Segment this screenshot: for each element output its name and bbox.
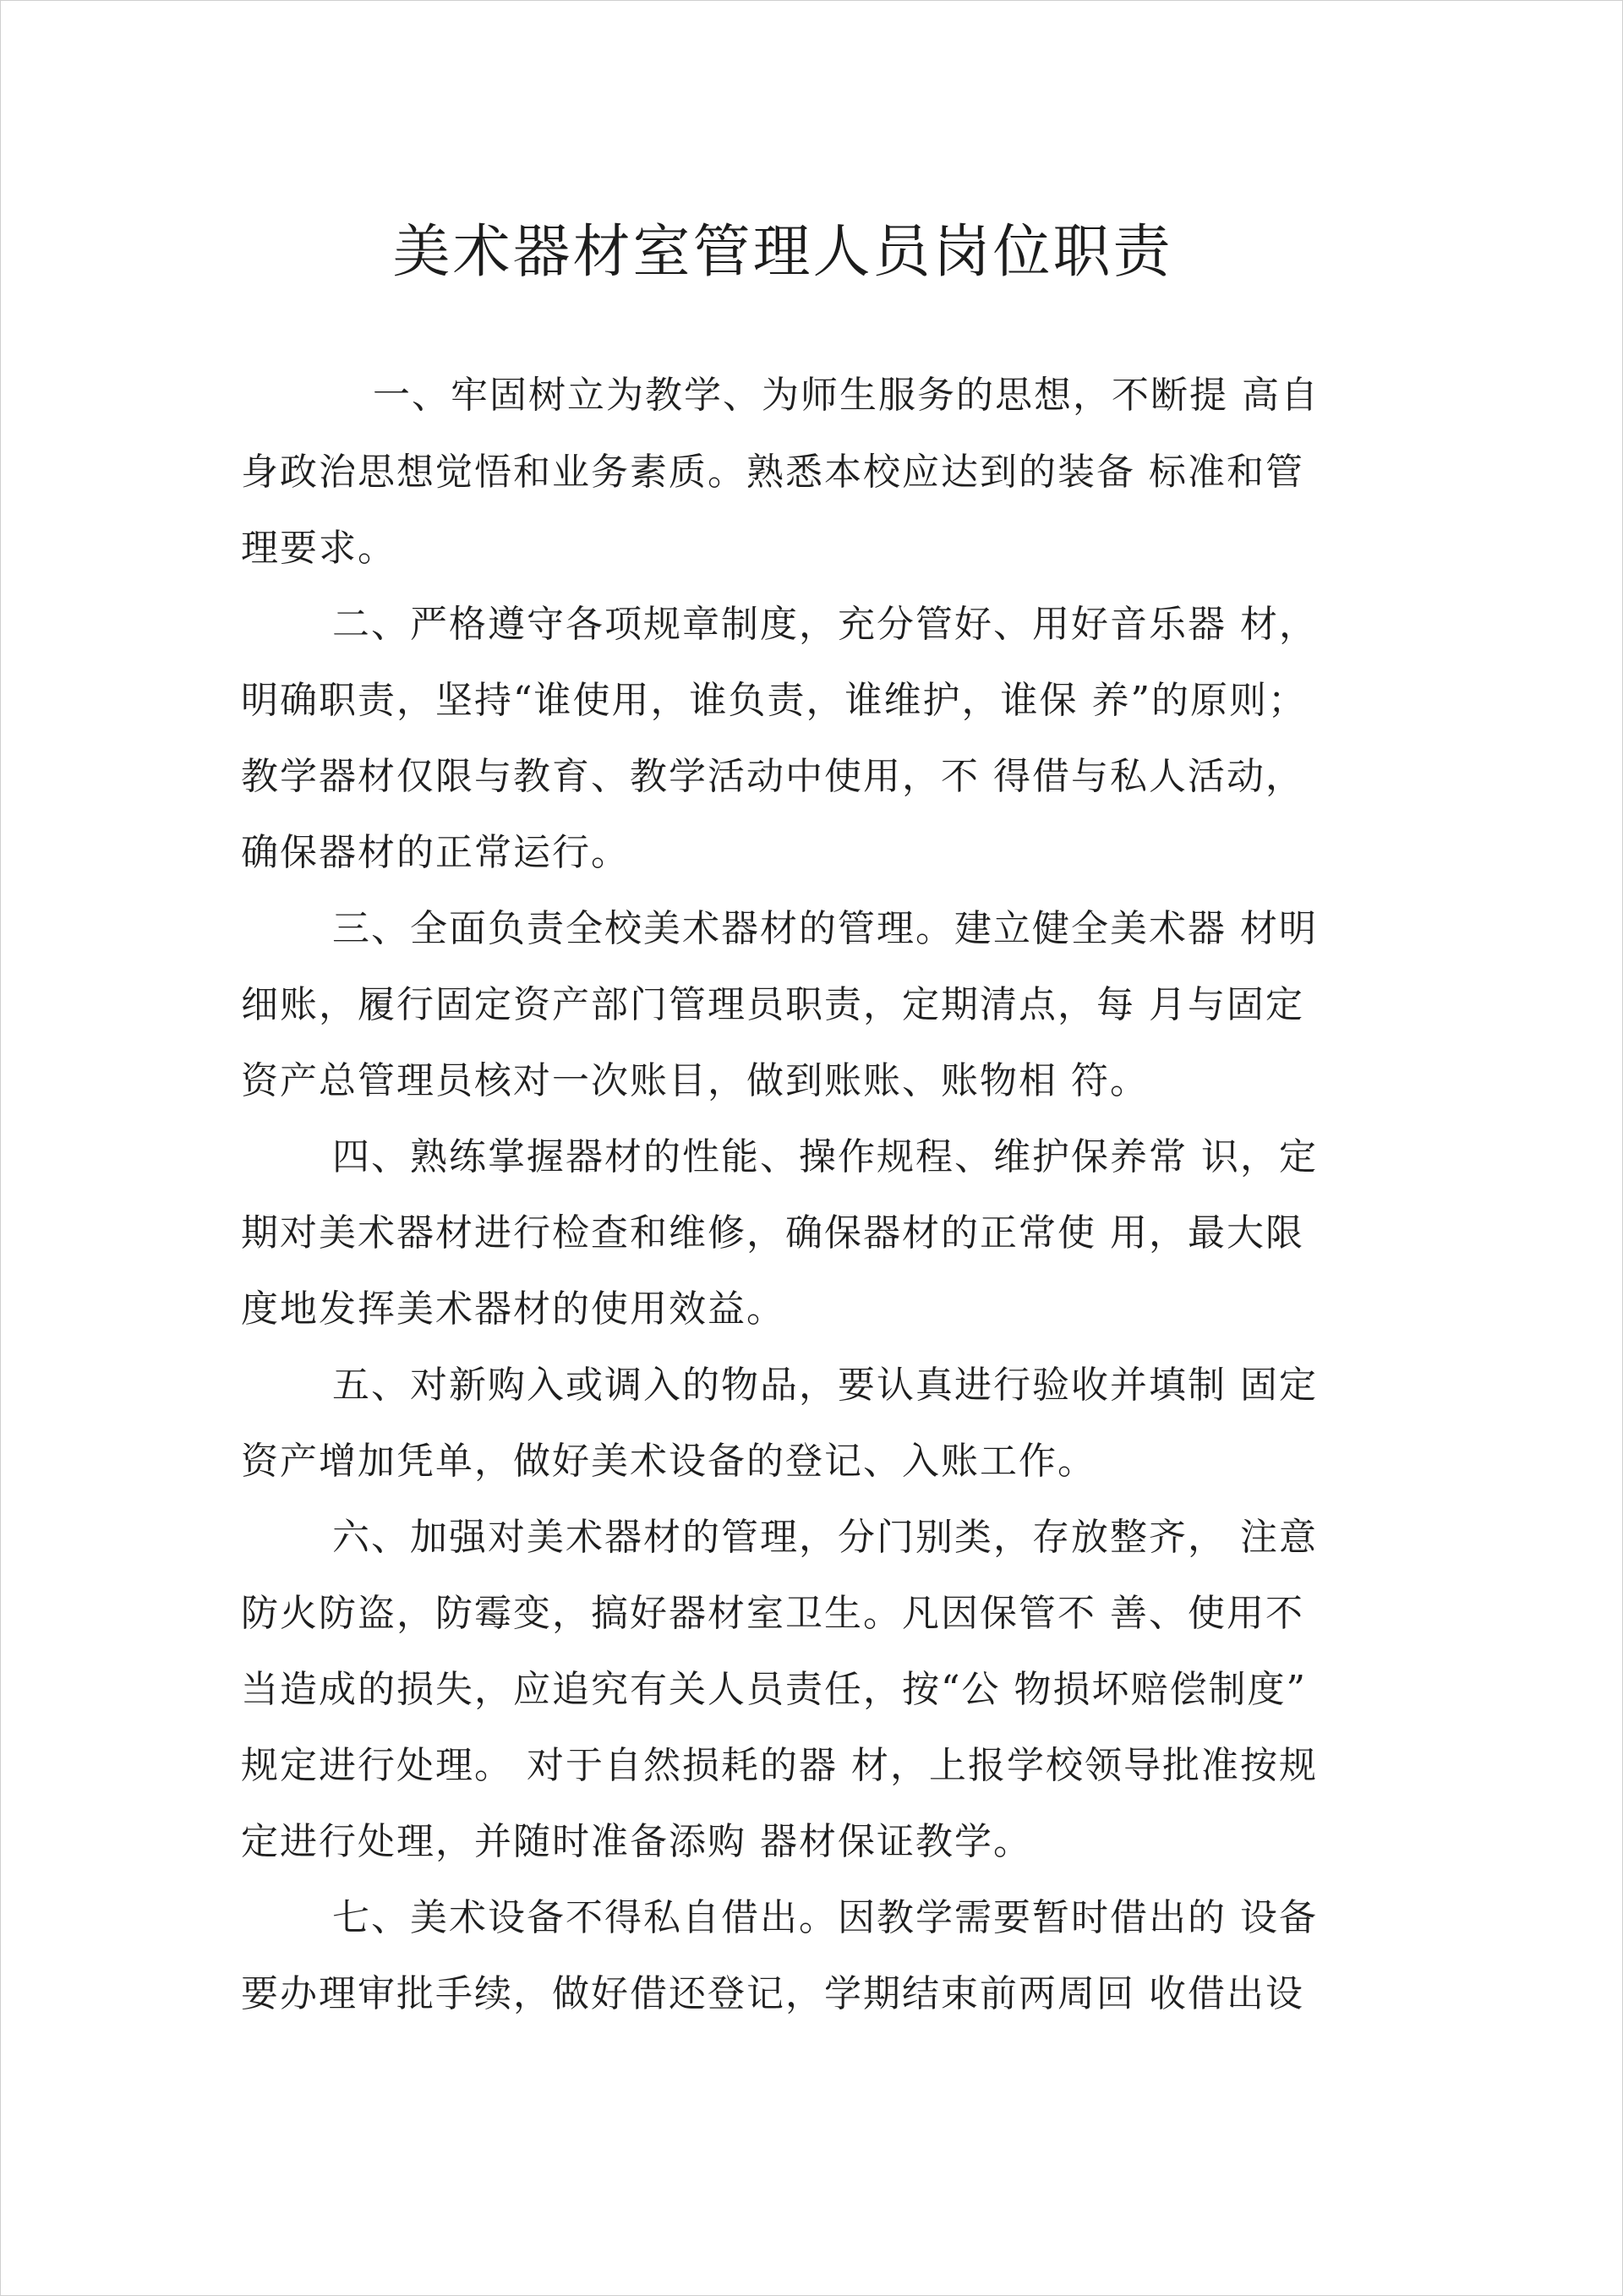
paragraph-1-line-2: 身政治思想觉悟和业务素质。熟悉本校应达到的装备 标准和管 bbox=[241, 451, 1304, 494]
paragraph-6-line-2: 防火防盗，防霉变，搞好器材室卫生。凡因保管不 善、使用不 bbox=[241, 1592, 1304, 1635]
paragraph-3-line-1: 三、全面负责全校美术器材的管理。建立健全美术器 材明 bbox=[332, 907, 1318, 950]
paragraph-4-line-2: 期对美术器材进行检查和维修，确保器材的正常使 用，最大限 bbox=[241, 1211, 1304, 1255]
paragraph-2-line-3: 教学器材仅限与教育、教学活动中使用，不 得借与私人活动， bbox=[241, 755, 1304, 798]
paragraph-4-line-1: 四、熟练掌握器材的性能、操作规程、维护保养常 识，定 bbox=[332, 1135, 1318, 1178]
paragraph-2-line-1: 二、严格遵守各项规章制度，充分管好、用好音乐器 材， bbox=[332, 603, 1318, 646]
paragraph-5-line-2: 资产增加凭单，做好美术设备的登记、入账工作。 bbox=[241, 1440, 1096, 1483]
document-title: 美术器材室管理人员岗位职责 bbox=[392, 219, 1173, 286]
paragraph-7-line-1: 七、美术设备不得私自借出。因教学需要暂时借出的 设备 bbox=[332, 1896, 1318, 1939]
paragraph-6-line-1: 六、加强对美术器材的管理，分门别类，存放整齐， 注意 bbox=[332, 1516, 1318, 1559]
paragraph-6-line-5: 定进行处理，并随时准备添购 器材保证教学。 bbox=[241, 1820, 1032, 1863]
paragraph-6-line-3: 当造成的损失，应追究有关人员责任，按“公 物损坏赔偿制度” bbox=[241, 1668, 1307, 1711]
paragraph-4-line-3: 度地发挥美术器材的使用效益。 bbox=[241, 1287, 785, 1331]
paragraph-1-line-3: 理要求。 bbox=[241, 527, 396, 570]
paragraph-1-line-1: 一、牢固树立为教学、为师生服务的思想，不断提 高自 bbox=[373, 374, 1320, 417]
paragraph-2-line-2: 明确职责，坚持“谁使用，谁负责，谁维护，谁保 养”的原则； bbox=[241, 679, 1307, 722]
paragraph-3-line-3: 资产总管理员核对一次账目，做到账账、账物相 符。 bbox=[241, 1059, 1149, 1102]
paragraph-2-line-4: 确保器材的正常运行。 bbox=[241, 831, 630, 874]
paragraph-3-line-2: 细账，履行固定资产部门管理员职责，定期清点，每 月与固定 bbox=[241, 983, 1304, 1026]
paragraph-7-line-2: 要办理审批手续，做好借还登记，学期结束前两周回 收借出设 bbox=[241, 1972, 1304, 2015]
paragraph-6-line-4: 规定进行处理。 对于自然损耗的器 材，上报学校领导批准按规 bbox=[241, 1744, 1318, 1787]
paragraph-5-line-1: 五、对新购入或调入的物品，要认真进行验收并填制 固定 bbox=[332, 1364, 1318, 1407]
